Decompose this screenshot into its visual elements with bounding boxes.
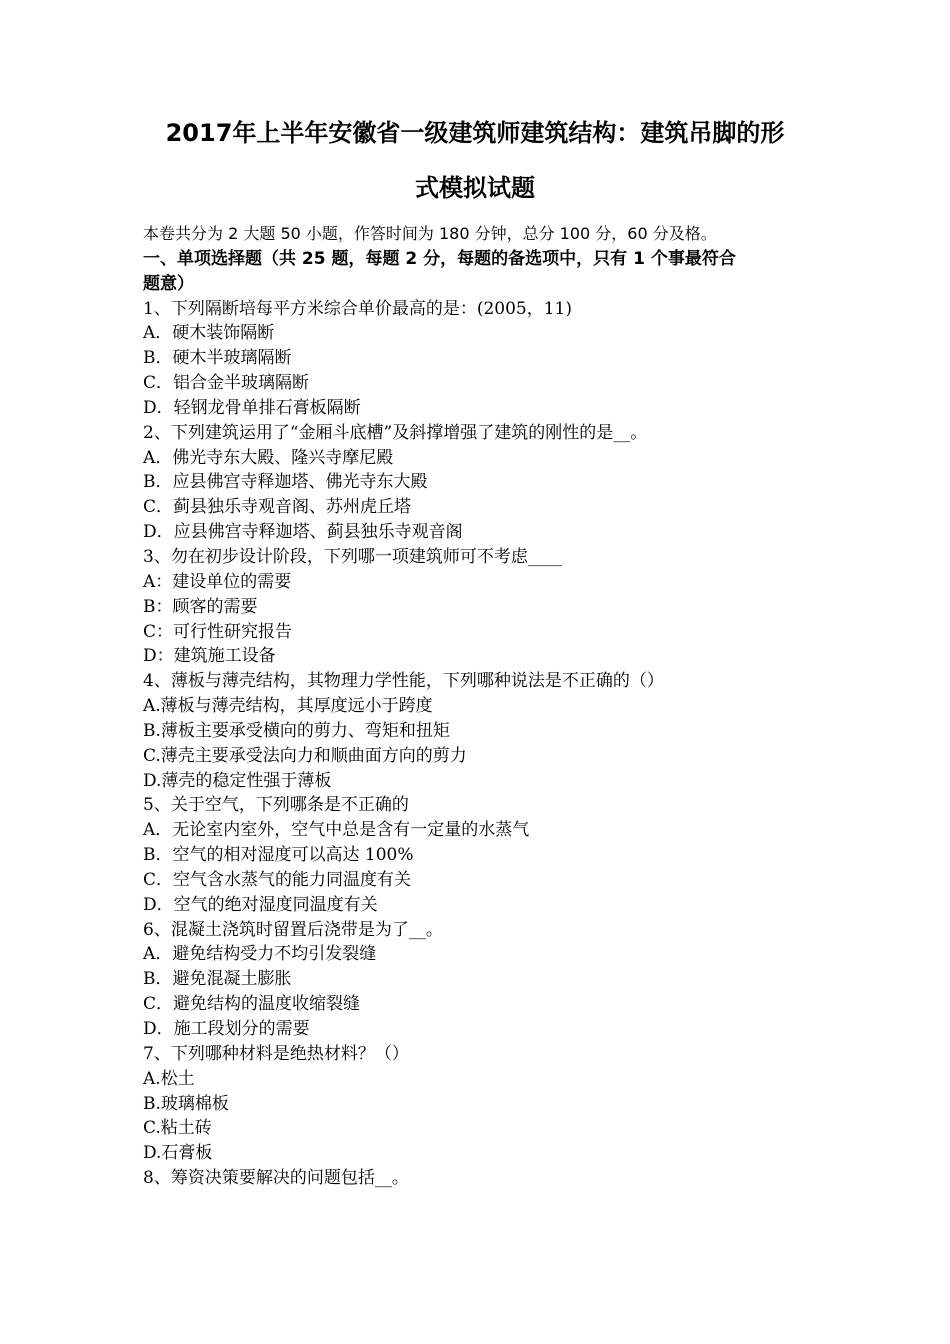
- answer-option: D．应县佛宫寺释迦塔、蓟县独乐寺观音阁: [143, 522, 463, 543]
- answer-option: D.石膏板: [143, 1143, 213, 1164]
- answer-option: A．无论室内室外，空气中总是含有一定量的水蒸气: [143, 820, 530, 841]
- document-title-line-2: 式模拟试题: [415, 174, 535, 202]
- answer-option: A．硬木装饰隔断: [143, 323, 275, 344]
- answer-option: A．避免结构受力不均引发裂缝: [143, 944, 377, 965]
- answer-option: C.薄壳主要承受法向力和顺曲面方向的剪力: [143, 745, 467, 766]
- answer-option: A：建设单位的需要: [143, 571, 292, 592]
- answer-option: C．避免结构的温度收缩裂缝: [143, 994, 361, 1015]
- answer-option: C．蓟县独乐寺观音阁、苏州虎丘塔: [143, 497, 412, 518]
- section-heading-line-1: 一、单项选择题（共 25 题，每题 2 分，每题的备选项中，只有 1 个事最符合: [143, 248, 736, 269]
- answer-option: A.薄板与薄壳结构，其厚度远小于跨度: [143, 696, 433, 717]
- question-stem: 4、薄板与薄壳结构，其物理力学性能，下列哪种说法是不正确的（）: [143, 671, 664, 692]
- answer-option: B.薄板主要承受横向的剪力、弯矩和扭矩: [143, 720, 450, 741]
- question-stem: 6、混凝土浇筑时留置后浇带是为了__。: [143, 919, 443, 940]
- answer-option: C．铝合金半玻璃隔断: [143, 373, 310, 394]
- question-stem: 2、下列建筑运用了“金厢斗底槽”及斜撑增强了建筑的刚性的是__。: [143, 422, 648, 443]
- question-item: [143, 918, 823, 1042]
- question-item: [143, 669, 823, 793]
- answer-option: C．空气含水蒸气的能力同温度有关: [143, 869, 412, 890]
- answer-option: C.粘土砖: [143, 1118, 212, 1139]
- answer-option: C：可行性研究报告: [143, 621, 293, 642]
- question-item: [143, 1166, 823, 1191]
- answer-option: B．避免混凝土膨胀: [143, 969, 292, 990]
- answer-option: D．施工段划分的需要: [143, 1019, 310, 1039]
- answer-option: B．应县佛宫寺释迦塔、佛光寺东大殿: [143, 472, 428, 493]
- answer-option: B.玻璃棉板: [143, 1093, 229, 1114]
- answer-option: A.松土: [143, 1068, 195, 1089]
- answer-option: D．轻钢龙骨单排石膏板隔断: [143, 397, 361, 418]
- question-stem: 5、关于空气，下列哪条是不正确的: [143, 795, 409, 816]
- question-stem: 8、筹资决策要解决的问题包括__。: [143, 1168, 409, 1189]
- answer-option: D：建筑施工设备: [143, 646, 276, 667]
- question-item: [143, 297, 823, 421]
- question-list: [143, 297, 823, 1191]
- question-item: [143, 421, 823, 545]
- answer-option: D．空气的绝对湿度同温度有关: [143, 894, 378, 915]
- question-stem: 7、下列哪种材料是绝热材料？（）: [143, 1043, 409, 1064]
- exam-intro: 本卷共分为 2 大题 50 小题，作答时间为 180 分钟，总分 100 分，60 分及格。: [143, 224, 717, 243]
- answer-option: D.薄壳的稳定性强于薄板: [143, 770, 332, 791]
- section-heading: [143, 247, 823, 297]
- section-heading-line-2: 题意）: [143, 273, 194, 294]
- answer-option: B．空气的相对湿度可以高达 100%: [143, 845, 414, 866]
- answer-option: B：顾客的需要: [143, 596, 258, 617]
- document-title-line-1: 2017年上半年安徽省一级建筑师建筑结构：建筑吊脚的形: [165, 119, 785, 147]
- question-item: [143, 545, 823, 669]
- question-stem: 1、下列隔断培每平方米综合单价最高的是：(2005，11): [143, 298, 572, 319]
- question-item: [143, 1042, 823, 1166]
- answer-option: A．佛光寺东大殿、隆兴寺摩尼殿: [143, 447, 394, 468]
- question-stem: 3、勿在初步设计阶段，下列哪一项建筑师可不考虑____: [143, 546, 562, 567]
- answer-option: B．硬木半玻璃隔断: [143, 348, 292, 369]
- question-item: [143, 793, 823, 917]
- document-body: [143, 222, 823, 1191]
